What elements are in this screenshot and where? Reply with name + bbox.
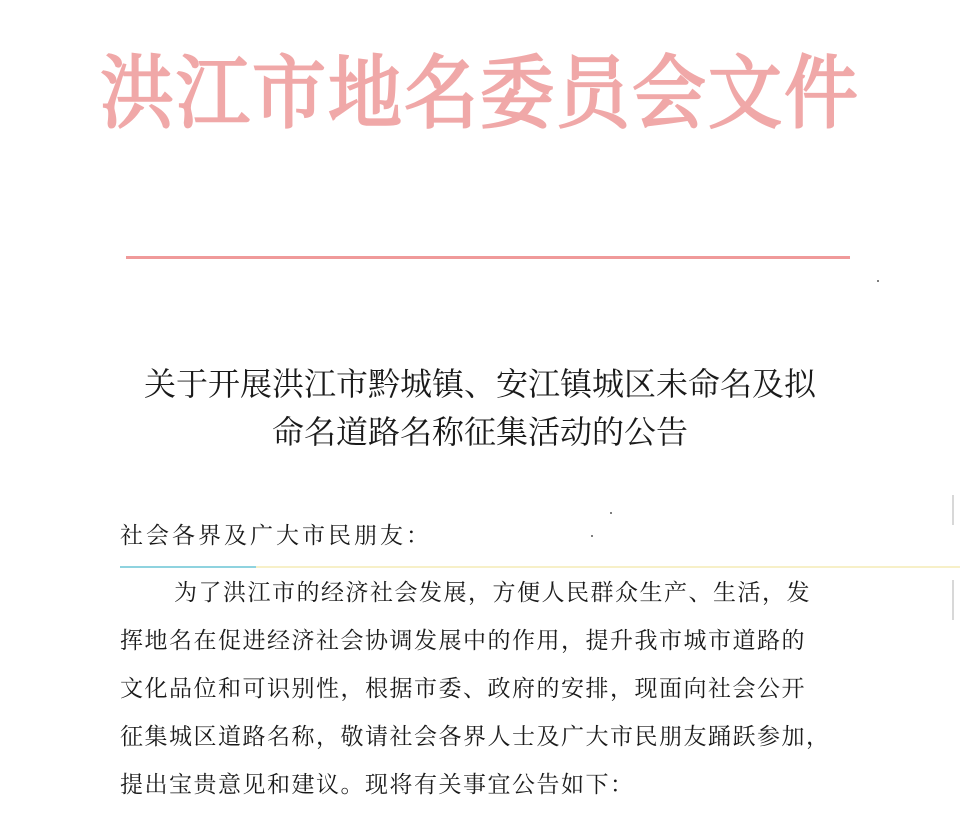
- salutation: 社会各界及广大市民朋友：: [120, 523, 432, 549]
- body-line-2: 挥地名在促进经济社会协调发展中的作用，提升我市城市道路的: [120, 628, 806, 654]
- document-title-line-1: 关于开展洪江市黔城镇、安江镇城区未命名及拟: [143, 365, 816, 403]
- document-title-line-2: 命名道路名称征集活动的公告: [271, 413, 688, 451]
- document-title: [0, 360, 960, 456]
- body-line-5: 提出宝贵意见和建议。现将有关事宜公告如下：: [120, 772, 635, 798]
- scan-artifact-line-right: [256, 566, 960, 568]
- scan-edge-mark: [952, 580, 954, 620]
- document-masthead: 洪江市地名委员会文件: [100, 47, 860, 141]
- scan-edge-mark: [952, 495, 954, 525]
- body-line-1: 为了洪江市的经济社会发展，方便人民群众生产、生活，发: [174, 580, 811, 606]
- masthead-red-rule: [126, 256, 850, 259]
- scan-artifact-line-left: [120, 566, 256, 568]
- scan-speck: [610, 512, 612, 514]
- document-body: [120, 575, 860, 815]
- body-line-3: 文化品位和可识别性，根据市委、政府的安排，现面向社会公开: [120, 676, 806, 702]
- scan-speck: [591, 535, 593, 537]
- body-line-4: 征集城区道路名称，敬请社会各界人士及广大市民朋友踊跃参加，: [120, 724, 831, 750]
- scan-speck: [877, 280, 879, 282]
